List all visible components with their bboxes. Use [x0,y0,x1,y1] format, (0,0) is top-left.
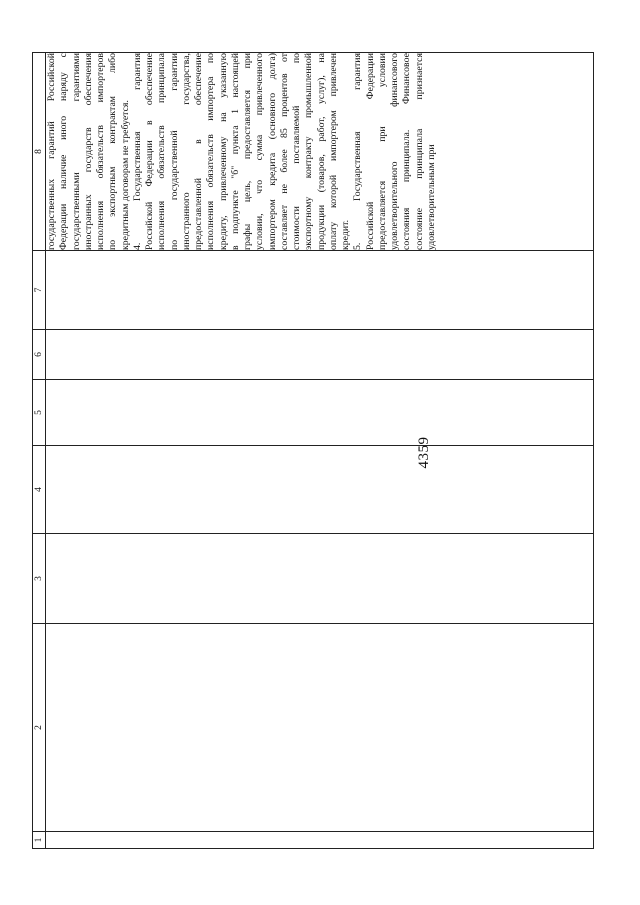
col8-text-line: Российской Федерации в обеспечение [144,53,155,250]
col8-text-line: исполнения обязательств принципала [156,53,168,250]
col8-text-line: по государственной гарантии [168,53,180,250]
col8-text-line: исполнения обязательств импортера по [205,53,217,250]
col8-text-line: условии, что сумма привлеченного [254,53,266,250]
col8-text-line: удовлетворительного финансового [389,53,400,250]
cell-col-5 [46,380,594,446]
cell-col-1 [46,832,594,849]
col8-text-line: состояния принципала. Финансовое [401,53,413,250]
cell-col-7 [46,251,594,330]
col8-text-line: государственных гарантий Российской [46,53,57,250]
col8-text [46,53,438,250]
col8-text-line: графы цель, предоставляется при [242,53,253,250]
col8-text-line: иностранных государств обеспечения [82,53,94,250]
column-header-7: 7 [33,251,46,330]
column-header-6: 6 [33,330,46,380]
col8-text-line: Российской Федерации [364,53,376,250]
col8-text-line: 5. Государственная гарантия [352,53,364,250]
cell-col-8 [46,53,594,251]
header-row [33,53,46,849]
col8-text-line: предоставляется при условии [376,53,388,250]
data-table [32,52,594,849]
col8-text-line: Федерации наличие иного наряду с [58,53,70,250]
body-row [46,53,594,849]
col8-paragraph [132,53,353,250]
col8-text-line: продукции (товаров, работ, услуг), на [315,53,327,250]
column-header-4: 4 [33,446,46,534]
cell-col-2 [46,624,594,832]
cell-col-4 [46,446,594,534]
col8-text-line: состояние принципала признается [413,53,425,250]
col8-text-line: кредиту, привлеченному на указанную [217,53,229,250]
col8-text-line: предоставленной в обеспечение [193,53,204,250]
col8-text-line: экспортному контракту промышленной [303,53,315,250]
col8-text-line: составляет не более 85 процентов от [278,53,290,250]
col8-text-line: по экспортным контрактам либо [107,53,119,250]
col8-text-line: импортером кредита (основного долга) [266,53,278,250]
col8-text-line: иностранного государства, [180,53,192,250]
column-header-1: 1 [33,832,46,849]
col8-text-line: кредитным договорам не требуется. [119,100,131,250]
col8-text-line: оплату которой импортером привлечен [327,53,339,250]
page-number: 4359 [416,436,432,469]
col8-paragraph [46,53,132,250]
column-header-8: 8 [33,53,46,251]
col8-text-line: 4. Государственная гарантия [131,53,143,250]
col8-text-line: стоимости поставляемой по [291,53,302,250]
col8-text-line: в подпункте "б" пункта 1 настоящей [229,53,241,250]
col8-paragraph [352,53,438,250]
cell-col-6 [46,330,594,380]
col8-text-line: исполнения обязательств импортеров [95,53,106,250]
col8-text-line: государственными гарантиями [70,53,82,250]
col8-text-line: удовлетворительным при [425,144,437,250]
column-header-3: 3 [33,534,46,624]
col8-text-line: кредит. [340,219,351,250]
cell-col-3 [46,534,594,624]
column-header-5: 5 [33,380,46,446]
column-header-2: 2 [33,624,46,832]
